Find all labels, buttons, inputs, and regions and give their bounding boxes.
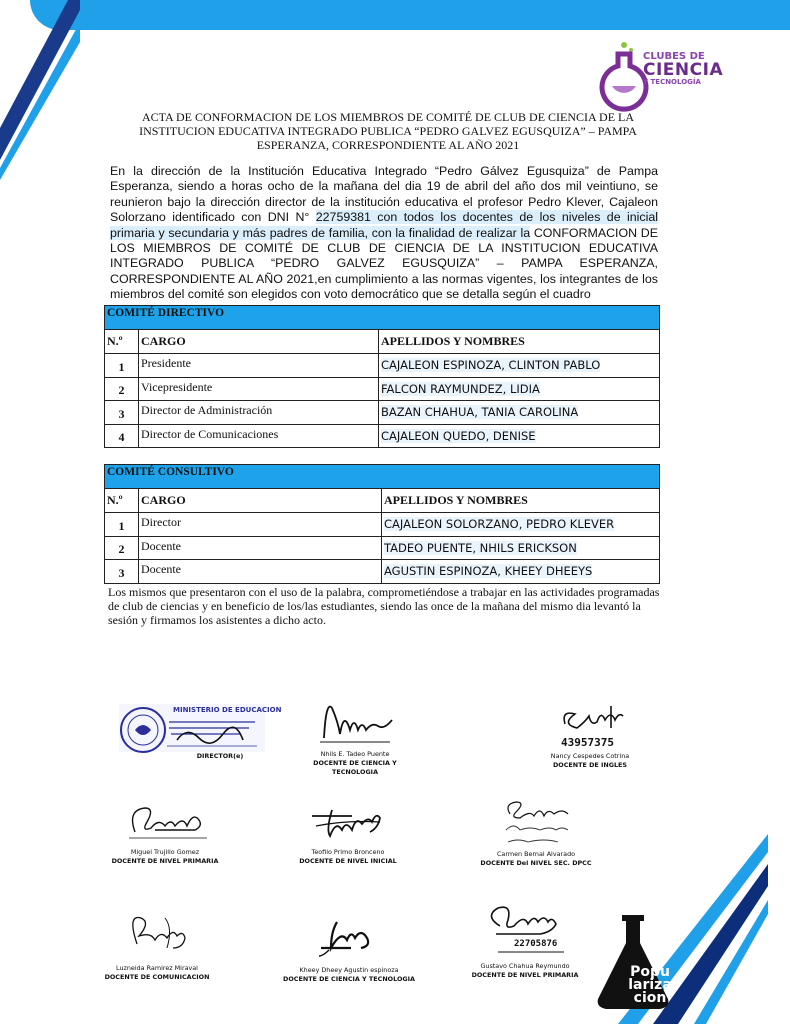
- row-nombre: CAJALEON ESPINOZA, CLINTON PABLO: [379, 354, 660, 378]
- intro-paragraph: [110, 164, 658, 303]
- signature-teofilo: Teofilo Primo Bronceno DOCENTE DE NIVEL INICIAL: [283, 796, 413, 866]
- row-nombre: AGUSTIN ESPINOZA, KHEEY DHEEYS: [382, 560, 660, 584]
- closing-paragraph: Los mismos que presentaron con el uso de la palabra, comprometiéndose a trabajar en las actividades programadas de club de ciencias y en beneficio de los/las estudiantes, siendo las once de la mañana del mismo dia levantó la sesión y firmamos los asistentes a dicho acto.: [108, 585, 660, 627]
- col-cargo-header: CARGO: [139, 330, 379, 354]
- popularizacion-flask-icon: [600, 915, 750, 1010]
- row-nombre: CAJALEON QUEDO, DENISE: [379, 424, 660, 448]
- popularizacion-logo-text: Popu lariza cion: [628, 964, 672, 1006]
- signature-carmen: Carmen Bernal Alvarado DOCENTE Del NIVEL SEC. DPCC: [466, 796, 606, 868]
- signature-nancy: 43957375 Nancy Cespedes Cotrina DOCENTE DE INGLES: [525, 702, 655, 770]
- row-nombre: FALCON RAYMUNDEZ, LIDIA: [379, 377, 660, 401]
- table-row: [105, 401, 660, 425]
- signature-tadeo: Nhils E. Tadeo Puente DOCENTE DE CIENCIA Y TECNOLOGIA: [290, 698, 420, 777]
- col-num-header: N.º: [105, 489, 139, 513]
- row-cargo: Director: [139, 513, 382, 537]
- handwritten-signature: [299, 910, 399, 966]
- comite-consultivo-table: [104, 464, 660, 584]
- col-cargo-header: CARGO: [139, 489, 382, 513]
- row-cargo: Presidente: [139, 354, 379, 378]
- handwritten-signature: [115, 796, 215, 848]
- handwritten-signature: [310, 698, 400, 750]
- intro-part-2: CONFORMACION DE LOS MIEMBROS DE COMITÉ DE CLUB DE CIENCIA DE LA INSTITUCION EDUCATIVA INTEGRADO PUBLICA “PEDRO GALVEZ EGUSQUIZA” – PAMPA ESPERANZA, CORRESPONDIENTE AL AÑO 2021,en cumplimiento a las normas vigentes, los integrantes de los miembros del comité son elegidos con voto democrático que se detalla según el cuadro: [110, 225, 658, 302]
- comite-consultivo-heading: COMITÉ CONSULTIVO: [105, 465, 660, 489]
- row-cargo: Docente: [139, 536, 382, 560]
- row-nombre: CAJALEON SOLORZANO, PEDRO KLEVER: [382, 513, 660, 537]
- table-row: [105, 377, 660, 401]
- document-title: ACTA DE CONFORMACION DE LOS MIEMBROS DE COMITÉ DE CLUB DE CIENCIA DE LA INSTITUCION EDUCATIVA INTEGRADO PUBLICA “PEDRO GALVEZ EGUSQUIZA” – PAMPA ESPERANZA, CORRESPONDIENTE AL AÑO 2021: [139, 110, 637, 152]
- row-nombre: BAZAN CHAHUA, TANIA CAROLINA: [379, 401, 660, 425]
- row-num: 2: [105, 536, 139, 560]
- intro-highlight: 22759381 con todos los docentes de los niveles de inicial primaria y secundaria y más padres de familia, con la finalidad de realizar la: [110, 210, 658, 240]
- row-num: 1: [105, 354, 139, 378]
- svg-text:43957375: 43957375: [561, 736, 614, 749]
- table-row: [105, 513, 660, 537]
- row-nombre: TADEO PUENTE, NHILS ERICKSON: [382, 536, 660, 560]
- handwritten-signature: [470, 900, 580, 962]
- col-nombre-header: APELLIDOS Y NOMBRES: [379, 330, 660, 354]
- handwritten-signature: [486, 796, 586, 850]
- table-row: [105, 536, 660, 560]
- row-cargo: Vicepresidente: [139, 377, 379, 401]
- row-num: 2: [105, 377, 139, 401]
- signature-director: DIRECTOR(e): [196, 752, 244, 760]
- row-cargo: Director de Comunicaciones: [139, 424, 379, 448]
- signature-luzneida: Luzneida Ramirez Miraval DOCENTE DE COMUNICACION: [92, 910, 222, 982]
- handwritten-signature: [107, 910, 207, 964]
- comite-directivo-heading: COMITÉ DIRECTIVO: [105, 306, 660, 330]
- svg-text:MINISTERIO DE EDUCACION: MINISTERIO DE EDUCACION: [173, 706, 282, 714]
- table-row: [105, 354, 660, 378]
- row-num: 4: [105, 424, 139, 448]
- signature-gustavo: 22705876 Gustavo Chahua Reymundo DOCENTE DE NIVEL PRIMARIA: [455, 900, 595, 980]
- svg-text:22705876: 22705876: [514, 939, 558, 949]
- table-row: [105, 424, 660, 448]
- row-cargo: Director de Administración: [139, 401, 379, 425]
- row-cargo: Docente: [139, 560, 382, 584]
- official-stamp-seal: [117, 700, 282, 758]
- row-num: 1: [105, 513, 139, 537]
- top-left-stripes: [0, 0, 80, 180]
- handwritten-signature: [298, 796, 398, 848]
- col-nombre-header: APELLIDOS Y NOMBRES: [382, 489, 660, 513]
- intro-part-1: En la dirección de la Institución Educativa Integrado “Pedro Gálvez Egusquiza” de Pampa Esperanza, siendo a horas ocho de la mañana del dia 19 de abril del año dos mil veintiuno, se reunieron bajo la dirección director de la institución educativa el profesor Pedro Klever, Cajaleon Solorzano identificado con DNI N°: [110, 164, 658, 225]
- row-num: 3: [105, 560, 139, 584]
- table-row: [105, 560, 660, 584]
- signature-kheey: Kheey Dheey Agustin espinoza DOCENTE DE CIENCIA Y TECNOLOGIA: [279, 910, 419, 984]
- handwritten-signature: [545, 702, 635, 752]
- clubes-ciencia-logo-text: CLUBES DE CIENCIA Y TECNOLOGÍA: [643, 51, 724, 86]
- signature-miguel: Miguel Trujillo Gomez DOCENTE DE NIVEL PRIMARIA: [100, 796, 230, 866]
- col-num-header: N.º: [105, 330, 139, 354]
- comite-directivo-table: [104, 305, 660, 448]
- row-num: 3: [105, 401, 139, 425]
